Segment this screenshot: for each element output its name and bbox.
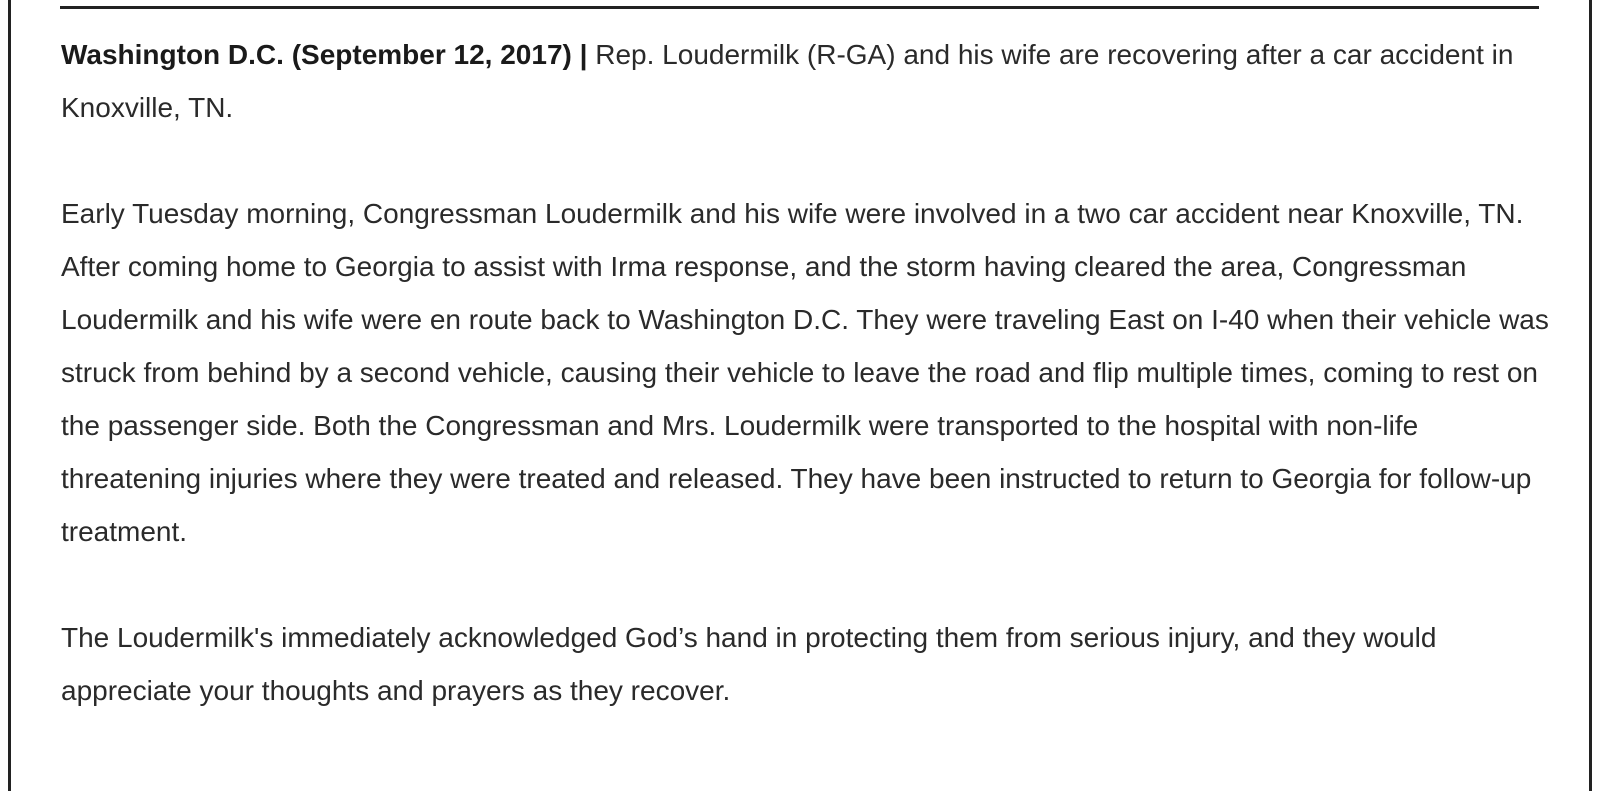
accident-details-paragraph: Early Tuesday morning, Congressman Loudermilk and his wife were involved in a two car accident near Knoxville, TN. After coming home to Georgia to assist with Irma response, and the storm having cleared the area, Congressman Loudermilk and his wife were en route back to Washington D.C. They were traveling East on I-40 when their vehicle was struck from behind by a second vehicle, causing their vehicle to leave the road and flip multiple times, coming to rest on the passenger side. Both the Congressman and Mrs. Loudermilk were transported to the hospital with non-life threatening injuries where they were treated and released. They have been instructed to return to Georgia for follow-up treatment. [61, 198, 1549, 547]
left-border [8, 0, 11, 791]
closing-paragraph: The Loudermilk's immediately acknowledged God’s hand in protecting them from serious injury, and they would appreciate your thoughts and prayers as they recover. [61, 622, 1437, 706]
top-divider [60, 6, 1539, 9]
lead-paragraph [61, 28, 1561, 134]
dateline: Washington D.C. (September 12, 2017) | [61, 39, 588, 70]
article-body [61, 28, 1561, 717]
lead-text: Rep. Loudermilk (R-GA) and his wife are recovering after a car accident in Knoxville, TN. [61, 39, 1514, 123]
right-border [1589, 0, 1592, 791]
